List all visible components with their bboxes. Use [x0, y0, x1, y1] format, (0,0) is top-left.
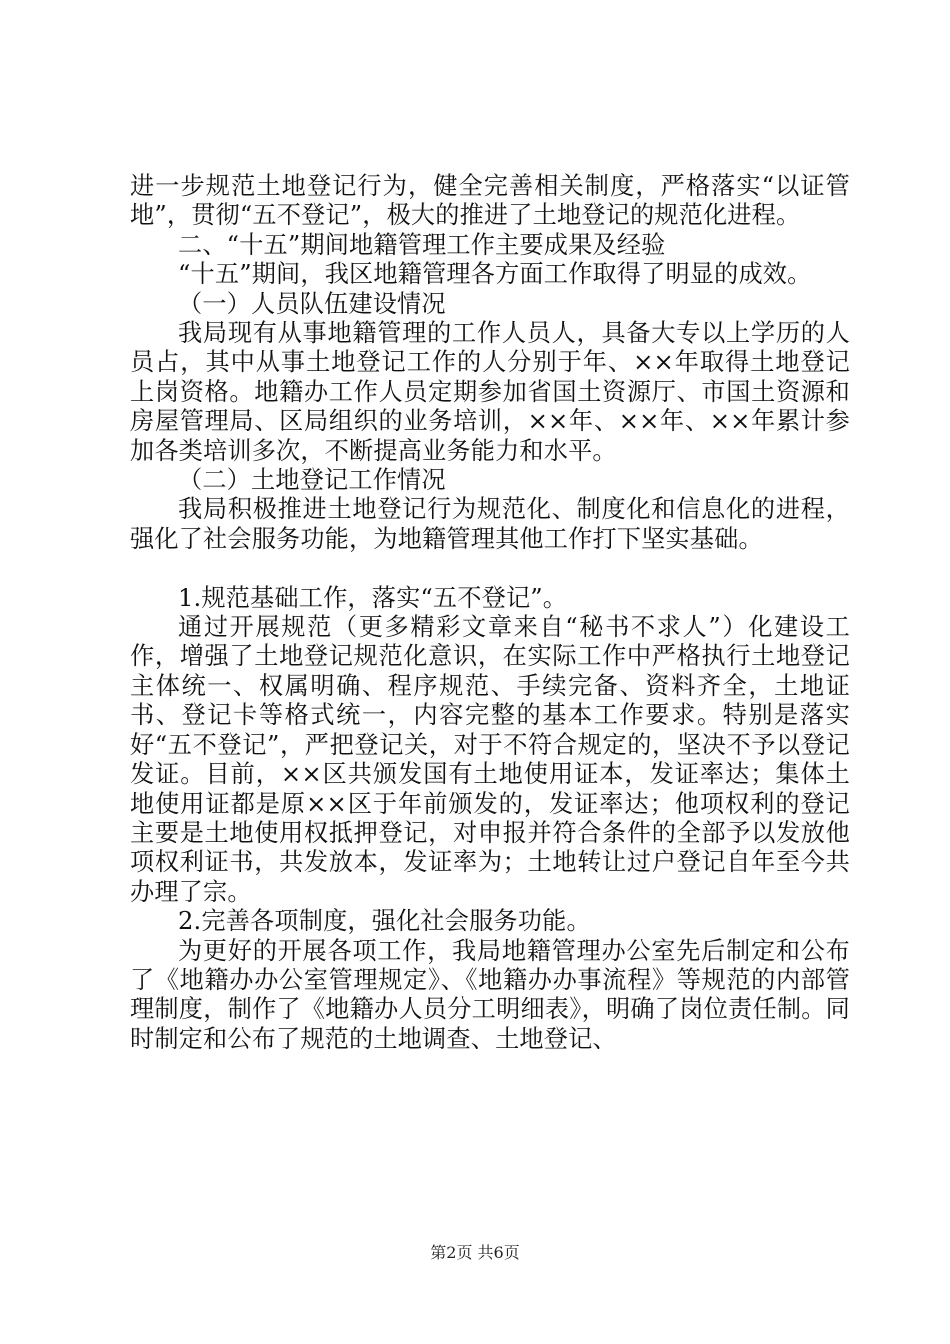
paragraph-registration: 我局积极推进土地登记行为规范化、制度化和信息化的进程，强化了社会服务功能，为地籍管理其他工作打下坚实基础。 [130, 495, 850, 553]
item-heading-2: 2.完善各项制度，强化社会服务功能。 [178, 907, 591, 936]
paragraph-staff: 我局现有从事地籍管理的工作人员人，具备大专以上学历的人员占，其中从事土地登记工作的人分别于年、××年取得土地登记上岗资格。地籍办工作人员定期参加省国土资源厅、市国土资源和房屋管理局、区局组织的业务培训，××年、××年、××年累计参加各类培训多次，不断提高业务能力和水平。 [130, 319, 850, 465]
paragraph-intro: “十五”期间，我区地籍管理各方面工作取得了明显的成效。 [178, 260, 812, 289]
subsection-heading-2: （二）土地登记工作情况 [178, 466, 446, 495]
document-body [130, 172, 850, 1054]
paragraph-systems: 为更好的开展各项工作，我局地籍管理办公室先后制定和公布了《地籍办办公室管理规定》、《地籍办办事流程》等规范的内部管理制度，制作了《地籍办人员分工明细表》，明确了岗位责任制。同时制定和公布了规范的土地调查、土地登记、 [130, 936, 850, 1053]
paragraph-standardization: 通过开展规范（更多精彩文章来自“秘书不求人”）化建设工作，增强了土地登记规范化意识，在实际工作中严格执行土地登记主体统一、权属明确、程序规范、手续完备、资料齐全，土地证书、登记卡等格式统一，内容完整的基本工作要求。特别是落实好“五不登记”，严把登记关，对于不符合规定的，坚决不予以登记发证。目前，××区共颁发国有土地使用证本，发证率达；集体土地使用证都是原××区于年前颁发的，发证率达；他项权利的登记主要是土地使用权抵押登记，对申报并符合条件的全部予以发放他项权利证书，共发放本，发证率为；土地转让过户登记自年至今共办理了宗。 [130, 613, 850, 906]
paragraph-continuation: 进一步规范土地登记行为，健全完善相关制度，严格落实“以证管地”，贯彻“五不登记”，极大的推进了土地登记的规范化进程。 [130, 172, 850, 230]
paragraph-gap [130, 554, 850, 583]
section-heading-2: 二、“十五”期间地籍管理工作主要成果及经验 [178, 230, 666, 259]
subsection-heading-1: （一）人员队伍建设情况 [178, 289, 446, 318]
item-heading-1: 1.规范基础工作，落实“五不登记”。 [178, 583, 568, 612]
page-number-footer: 第2页 共6页 [430, 1243, 520, 1262]
